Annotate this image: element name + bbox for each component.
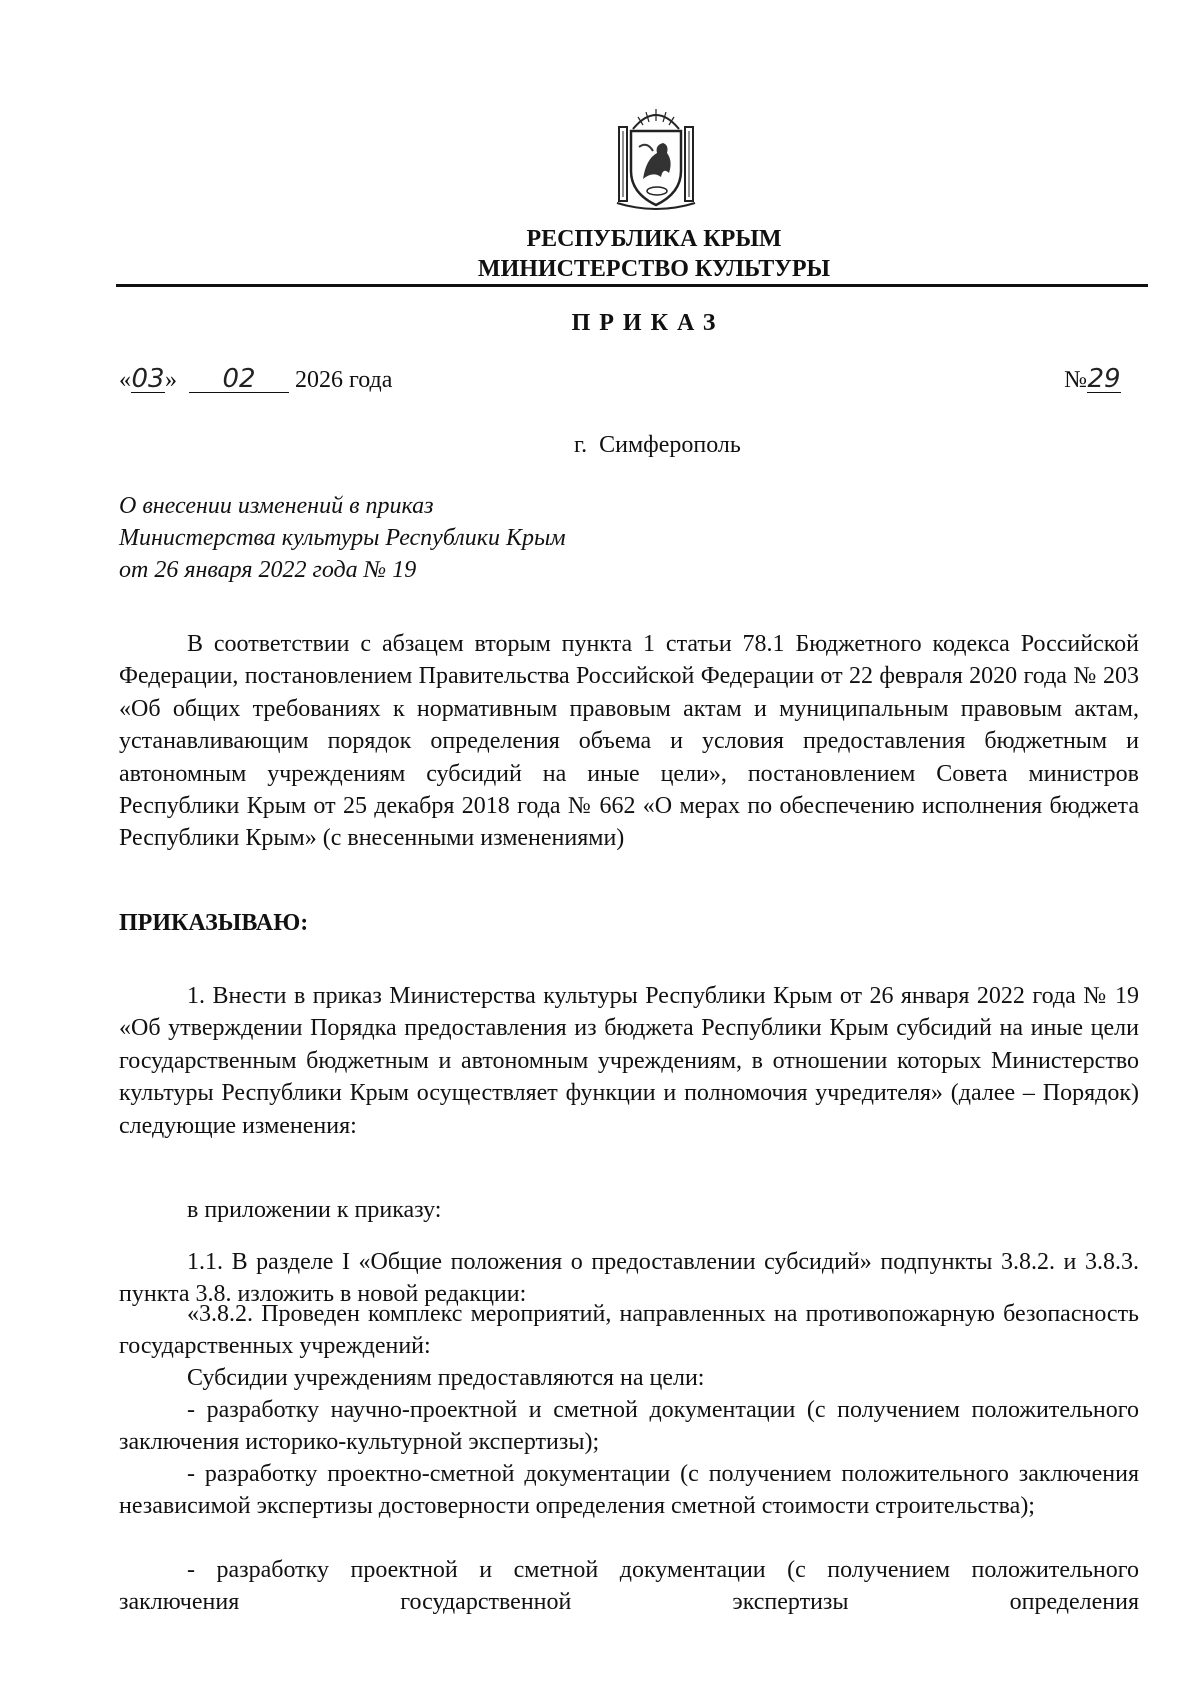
number-prefix: № — [1064, 367, 1087, 393]
coat-of-arms-icon — [613, 107, 699, 210]
document-type: ПРИКАЗ — [571, 310, 725, 336]
subject-line: О внесении изменений в приказ — [119, 493, 434, 519]
list-item: - разработку проектной и сметной документации (с получением положительного заключения государственной экспертизы определения — [119, 1557, 1139, 1616]
date-day: 03 — [131, 364, 165, 394]
list-item: - разработку научно-проектной и сметной документации (с получением положительного заключения историко-культурной экспертизы); — [119, 1397, 1139, 1456]
appendix-paragraph: в приложении к приказу: — [187, 1197, 442, 1223]
date-close-quote: » — [165, 367, 177, 393]
ministry-name: МИНИСТЕРСТВО КУЛЬТУРЫ — [477, 256, 831, 282]
document-number — [1064, 366, 1121, 394]
date-open-quote: « — [119, 367, 131, 393]
document-subject — [119, 490, 566, 586]
subject-line: от 26 января 2022 года № 19 — [119, 557, 417, 583]
header-divider — [116, 284, 1148, 287]
city: г. Симферополь — [574, 432, 741, 458]
date-month: 02 — [189, 366, 289, 393]
item-1-paragraph: 1. Внести в приказ Министерства культуры Республики Крым от 26 января 2022 года № 19 «Об утверждении Порядка предоставления из бюджета Республики Крым субсидий на иные цели государственным бюджетным и автономным учреждениям, в отношении которых Министерство культуры Республики Крым осуществляет функции и полномочия учредителя» (далее – Порядок) следующие изменения: — [119, 983, 1139, 1139]
subject-line: Министерства культуры Республики Крым — [119, 525, 566, 551]
subsidy-goals-paragraph: Субсидии учреждениям предоставляются на цели: — [187, 1365, 705, 1391]
republic-name: РЕСПУБЛИКА КРЫМ — [526, 226, 782, 252]
list-item: - разработку проектно-сметной документации (с получением положительного заключения независимой экспертизы достоверности определения сметной стоимости строительства); — [119, 1461, 1139, 1520]
item-1-1-paragraph: 1.1. В разделе I «Общие положения о предоставлении субсидий» подпункты 3.8.2. и 3.8.3. пункта 3.8. изложить в новой редакции: — [119, 1249, 1139, 1308]
document-date — [119, 366, 392, 394]
number-value: 29 — [1087, 364, 1121, 394]
decree-heading: ПРИКАЗЫВАЮ: — [119, 910, 309, 936]
date-year: 2026 года — [295, 367, 393, 393]
organization-header — [0, 224, 1200, 284]
subitem-3-8-2-paragraph: «3.8.2. Проведен комплекс мероприятий, направленных на противопожарную безопасность государственных учреждений: — [119, 1301, 1139, 1360]
preamble-paragraph: В соответствии с абзацем вторым пункта 1 статьи 78.1 Бюджетного кодекса Российской Федерации, постановлением Правительства Российской Федерации от 22 февраля 2020 года № 203 «Об общих требованиях к нормативным правовым актам и муниципальным правовым актам, устанавливающим порядок определения объема и условия предоставления бюджетным и автономным учреждениям субсидий на иные цели», постановлением Совета министров Республики Крым от 25 декабря 2018 года № 662 «О мерах по обеспечению исполнения бюджета Республики Крым» (с внесенными изменениями) — [119, 631, 1139, 852]
